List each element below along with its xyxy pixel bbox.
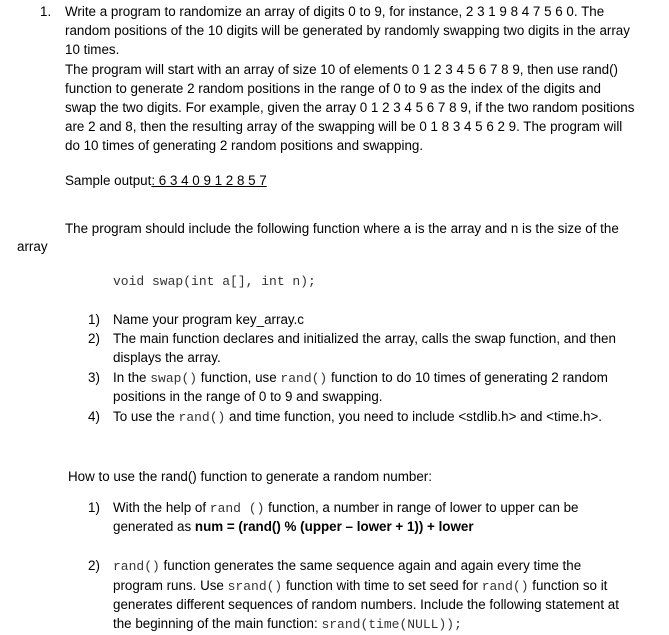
srand-statement: srand(time(NULL));	[321, 617, 462, 632]
step-1-number: 1)	[88, 312, 100, 327]
step-4-post: and time function, you need to include <stdlib.h> and <time.h>.	[225, 409, 603, 424]
step-3-code-rand: rand()	[280, 371, 328, 386]
intro-line-1: Write a program to randomize an array of digits 0 to 9, for instance, 2 3 1 9 8 4 7 5 6 0. The	[65, 4, 605, 19]
rand-item-1-line-1	[113, 498, 579, 518]
rand-item-2-line-3: generates different sequences of random numbers. Include the following statement at	[113, 597, 619, 612]
step-3-code-swap: swap()	[150, 371, 198, 386]
rand-item-2-line-2-mid: function with time to set seed for	[282, 578, 482, 593]
rand-item-2-code-rand: rand()	[481, 579, 529, 594]
intro-line-5: function to generate 2 random positions in the range of 0 to 9 as the index of the digits and	[65, 81, 601, 96]
rand-section-heading: How to use the rand() function to generate a random number:	[68, 469, 432, 484]
rand-item-1-code: rand ()	[209, 501, 265, 516]
rand-item-2-line-2-post: function so it	[528, 578, 608, 593]
sample-output-label: Sample output	[65, 173, 152, 188]
rand-item-2-code: rand()	[113, 559, 160, 574]
rand-item-1-number: 1)	[88, 500, 100, 515]
intro-line-8: do 10 times of generating 2 random positions and swapping.	[65, 138, 424, 153]
step-4-number: 4)	[88, 409, 100, 424]
rand-item-2-line-2-pre: program runs. Use	[113, 578, 228, 593]
intro-line-4: The program will start with an array of size 10 of elements 0 1 2 3 4 5 6 7 8 9, then use rand()	[65, 62, 619, 77]
intro-line-3: 10 times.	[65, 42, 120, 57]
step-2-text-wrap: displays the array.	[113, 350, 221, 365]
rand-item-1-line-2-pre: generated as	[113, 519, 195, 534]
rand-item-2-code-srand: srand()	[227, 579, 283, 594]
step-3-text	[113, 368, 608, 388]
rand-item-2-post: function generates the same sequence again and again every time the	[159, 558, 582, 573]
rand-formula: num = (rand() % (upper – lower + 1)) + lower	[194, 519, 474, 534]
rand-item-2-line-4	[113, 614, 462, 634]
function-intro-wrap: array	[17, 239, 48, 254]
rand-item-1-pre: With the help of	[113, 500, 210, 515]
step-2-text: The main function declares and initialized the array, calls the swap function, and then	[113, 331, 616, 346]
step-1-text: Name your program key_array.c	[113, 312, 305, 327]
function-intro: The program should include the following function where a is the array and n is the size of the	[65, 221, 619, 236]
step-3-pre: In the	[113, 370, 151, 385]
rand-item-2-line-1	[113, 556, 581, 576]
step-3-number: 3)	[88, 370, 100, 385]
question-number: 1.	[40, 4, 52, 19]
rand-item-1-post: function, a number in range of lower to upper can be	[264, 500, 579, 515]
intro-line-2: random positions of the 10 digits will be generated by randomly swapping two digits in the array	[65, 23, 630, 38]
step-3-post2: function to do 10 times of generating 2 random	[327, 370, 608, 385]
step-2-number: 2)	[88, 331, 100, 346]
step-4-pre: To use the	[113, 409, 179, 424]
swap-signature: void swap(int a[], int n);	[113, 274, 316, 289]
sample-output-value: : 6 3 4 0 9 1 2 8 5 7	[151, 173, 267, 188]
step-3-post: function, use	[197, 370, 281, 385]
rand-item-1-line-2	[113, 517, 474, 537]
rand-item-2-line-2	[113, 576, 607, 596]
step-3-text-wrap: positions in the range of 0 to 9 and swapping.	[113, 389, 383, 404]
step-4-code-rand: rand()	[178, 410, 226, 425]
rand-item-2-line-4-pre: the beginning of the main function:	[113, 616, 322, 631]
intro-line-6: swap the two digits. For example, given the array 0 1 2 3 4 5 6 7 8 9, if the two random positions	[65, 100, 635, 115]
rand-item-2-number: 2)	[88, 558, 100, 573]
step-4-text	[113, 407, 602, 427]
intro-line-7: are 2 and 8, then the resulting array of the swapping will be 0 1 8 3 4 5 6 2 9. The program will	[65, 119, 623, 134]
sample-output	[65, 171, 267, 191]
